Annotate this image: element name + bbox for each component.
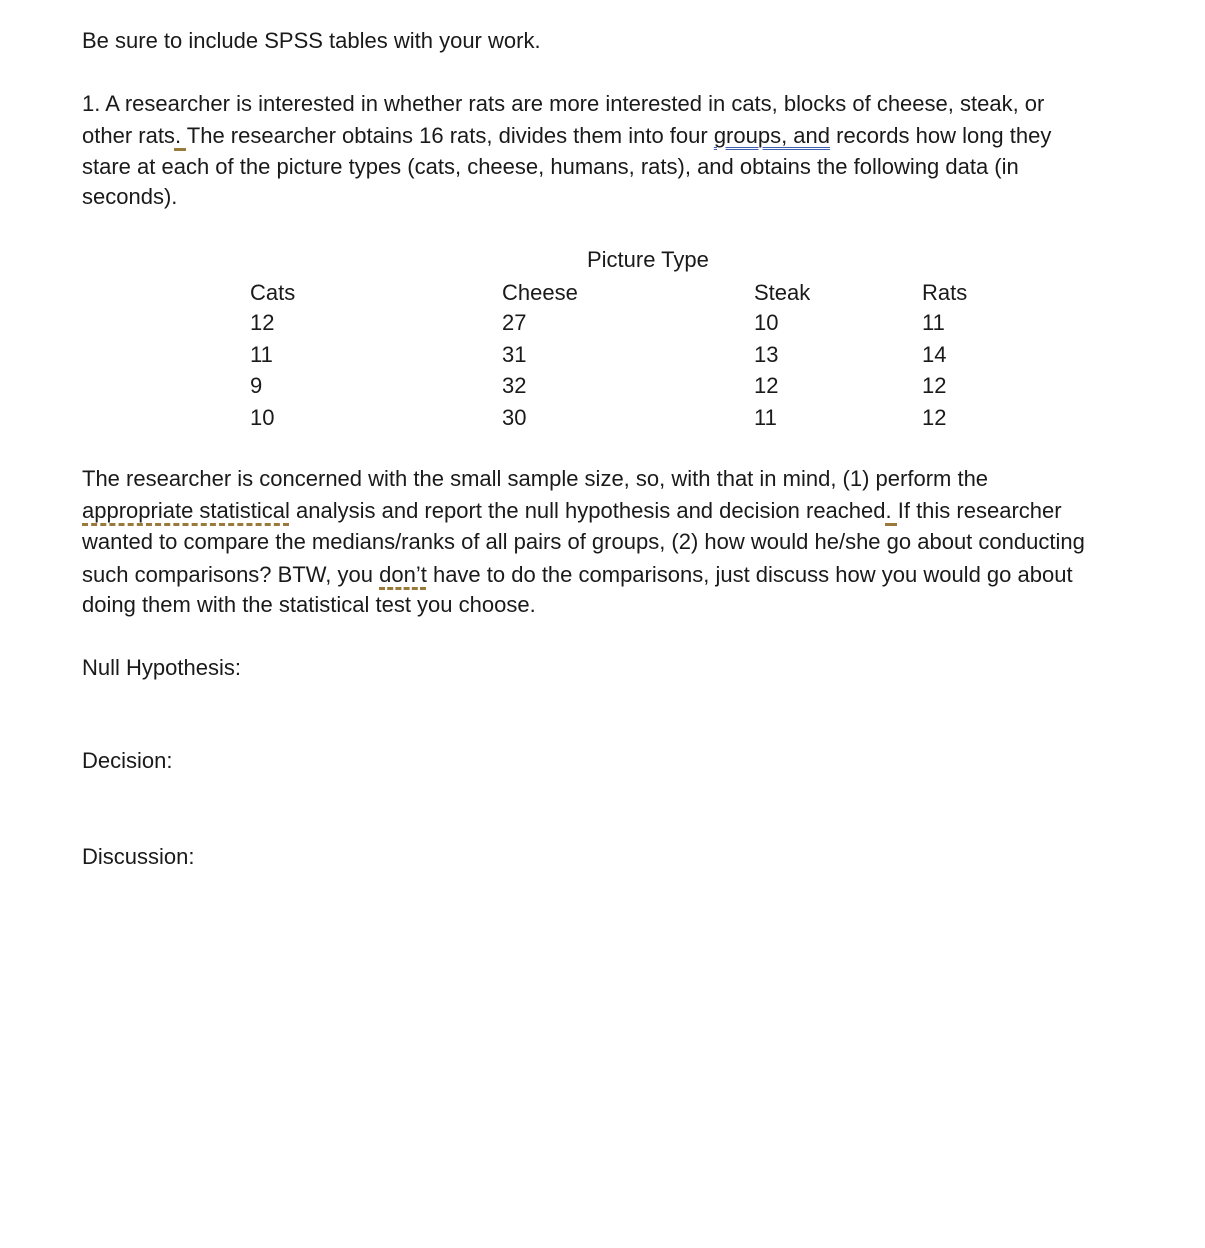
table-cell: 31 xyxy=(502,342,527,367)
table-cell: 12 xyxy=(922,405,947,430)
followup-line-4 xyxy=(82,560,1073,590)
followup-text-segment: If this researcher xyxy=(897,498,1062,523)
table-cell: 11 xyxy=(250,342,273,367)
grammar-flag: . xyxy=(174,123,187,148)
grammar-flag: . xyxy=(885,498,898,523)
table-cell: 30 xyxy=(502,405,527,430)
grammar-flag: appropriate statistical xyxy=(82,498,290,523)
question-text-segment: The researcher obtains 16 rats, divides them into four xyxy=(186,123,714,148)
table-cell: 32 xyxy=(502,373,527,398)
table-cell: 12 xyxy=(754,373,779,398)
table-cell: 11 xyxy=(922,310,945,335)
question-text-segment: records how long they xyxy=(830,123,1052,148)
column-header-cats: Cats xyxy=(250,280,296,305)
null-hypothesis-label: Null Hypothesis: xyxy=(82,655,241,680)
followup-line-1: The researcher is concerned with the small sample size, so, with that in mind, (1) perform the xyxy=(82,466,989,491)
question-text-segment: other rats xyxy=(82,123,175,148)
column-header-steak: Steak xyxy=(754,280,811,305)
followup-line-5: doing them with the statistical test you choose. xyxy=(82,592,536,617)
grammar-flag: groups, and xyxy=(713,123,831,148)
discussion-label: Discussion: xyxy=(82,844,195,869)
question-line-2 xyxy=(82,121,1051,151)
table-cell: 12 xyxy=(922,373,947,398)
table-cell: 27 xyxy=(502,310,527,335)
question-line-3: stare at each of the picture types (cats, cheese, humans, rats), and obtains the following data (in xyxy=(82,154,1019,179)
question-line-1: 1. A researcher is interested in whether rats are more interested in cats, blocks of cheese, steak, or xyxy=(82,91,1045,116)
followup-text-segment: such comparisons? BTW, you xyxy=(82,562,380,587)
instruction-text: Be sure to include SPSS tables with your work. xyxy=(82,28,541,53)
decision-label: Decision: xyxy=(82,748,173,773)
table-cell: 10 xyxy=(250,405,275,430)
grammar-flag: don’t xyxy=(379,562,427,587)
followup-text-segment: analysis and report the null hypothesis and decision reached xyxy=(289,498,886,523)
followup-text-segment: have to do the comparisons, just discuss how you would go about xyxy=(426,562,1073,587)
table-cell: 12 xyxy=(250,310,275,335)
column-header-cheese: Cheese xyxy=(502,280,578,305)
column-header-rats: Rats xyxy=(922,280,968,305)
followup-line-3: wanted to compare the medians/ranks of all pairs of groups, (2) how would he/she go about conducting xyxy=(82,529,1085,554)
table-cell: 9 xyxy=(250,373,263,398)
followup-line-2 xyxy=(82,496,1062,526)
table-cell: 14 xyxy=(922,342,947,367)
table-cell: 10 xyxy=(754,310,779,335)
table-cell: 11 xyxy=(754,405,777,430)
table-title: Picture Type xyxy=(587,247,709,272)
question-line-4: seconds). xyxy=(82,184,178,209)
table-cell: 13 xyxy=(754,342,779,367)
